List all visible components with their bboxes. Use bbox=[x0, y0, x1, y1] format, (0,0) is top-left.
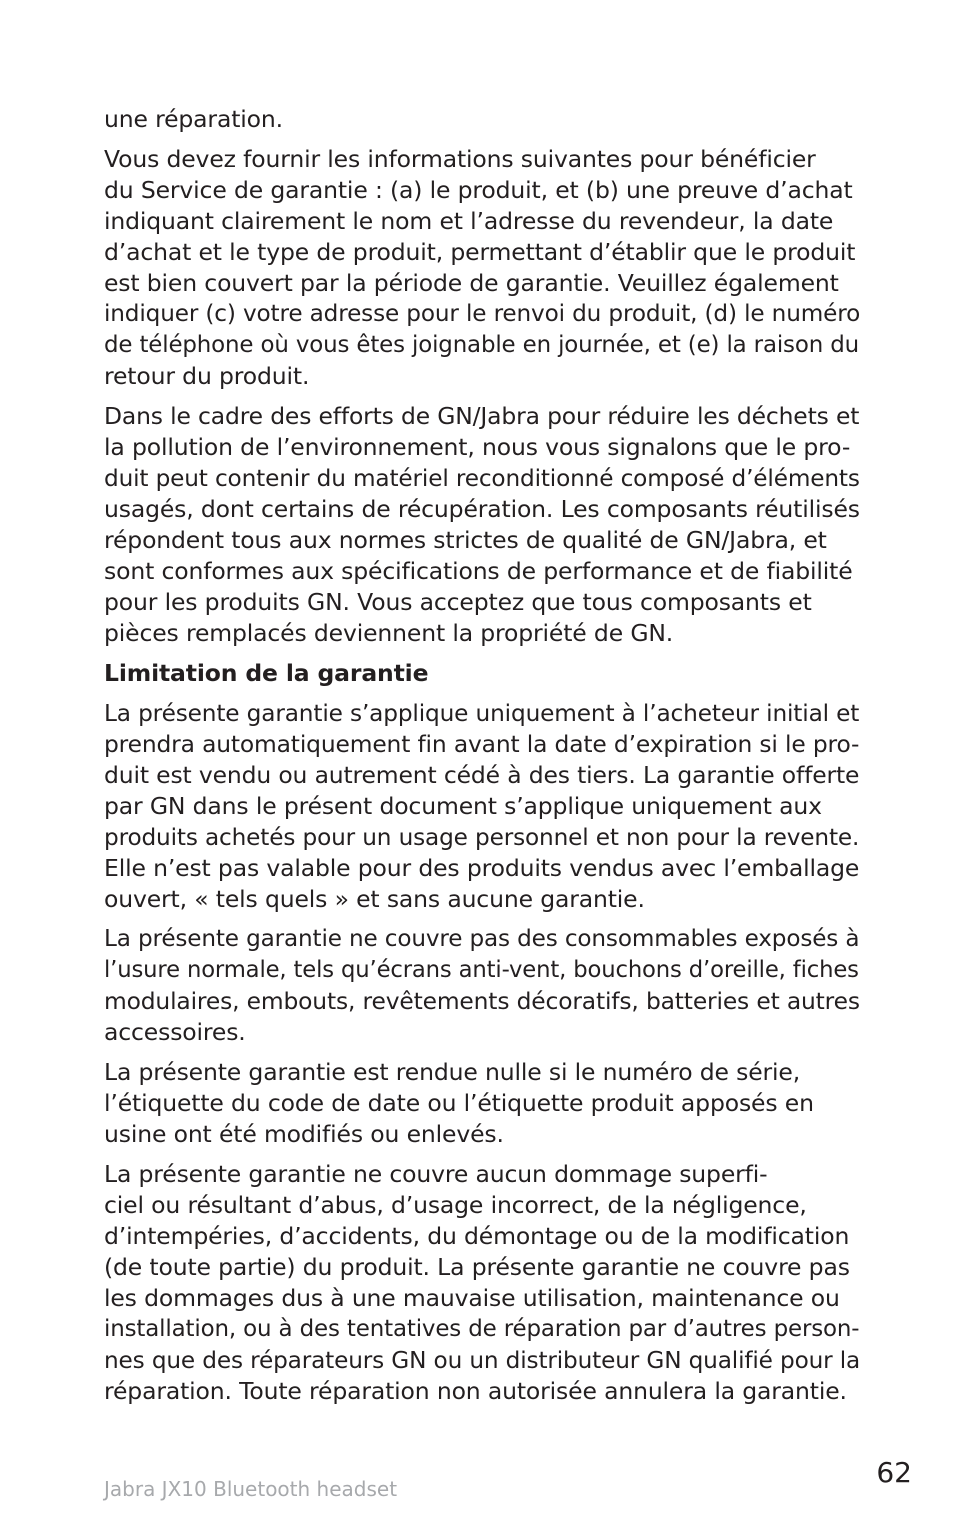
paragraph-line: du Service de garantie : (a) le produit, et (b) une preuve d’achat bbox=[104, 176, 853, 204]
paragraph-line: modulaires, embouts, revêtements décoratifs, batteries et autres bbox=[104, 987, 860, 1015]
footer-product-title: Jabra JX10 Bluetooth headset bbox=[104, 1477, 398, 1501]
paragraph-line: indiquant clairement le nom et l’adresse du revendeur, la date bbox=[104, 207, 834, 235]
paragraph-line: usine ont été modifiés ou enlevés. bbox=[104, 1120, 504, 1148]
paragraph bbox=[104, 698, 860, 915]
section-heading bbox=[104, 658, 860, 689]
paragraph bbox=[104, 1159, 860, 1407]
paragraph-line: nes que des réparateurs GN ou un distributeur GN qualifié pour la bbox=[104, 1347, 861, 1374]
paragraph-line: Vous devez fournir les informations suivantes pour bénéficier bbox=[104, 145, 816, 173]
paragraph-line: ouvert, « tels quels » et sans aucune garantie. bbox=[104, 885, 645, 913]
paragraph-line: réparation. Toute réparation non autorisée annulera la garantie. bbox=[104, 1377, 847, 1405]
paragraph-line: (de toute partie) du produit. La présente garantie ne couvre pas bbox=[104, 1253, 850, 1281]
document-body bbox=[104, 104, 860, 1416]
paragraph-line: accessoires. bbox=[104, 1018, 246, 1046]
paragraph bbox=[104, 1057, 860, 1150]
page-number: 62 bbox=[876, 1456, 912, 1489]
paragraph-line: usagés, dont certains de récupération. Les composants réutilisés bbox=[104, 495, 860, 523]
paragraph-line: ciel ou résultant d’abus, d’usage incorrect, de la négligence, bbox=[104, 1191, 807, 1219]
paragraph-line: La présente garantie ne couvre pas des consommables exposés à bbox=[104, 926, 860, 952]
paragraph-line: Elle n’est pas valable pour des produits vendus avec l’emballage bbox=[104, 854, 860, 882]
paragraph bbox=[104, 144, 860, 392]
heading-text: Limitation de la garantie bbox=[104, 659, 429, 687]
paragraph bbox=[104, 924, 860, 1048]
paragraph bbox=[104, 104, 860, 135]
paragraph-line: produits achetés pour un usage personnel et non pour la revente. bbox=[104, 824, 860, 851]
paragraph-line: la pollution de l’environnement, nous vous signalons que le pro- bbox=[104, 433, 851, 461]
paragraph-line: Dans le cadre des efforts de GN/Jabra pour réduire les déchets et bbox=[104, 402, 860, 430]
paragraph-line: d’intempéries, d’accidents, du démontage ou de la modification bbox=[104, 1222, 850, 1250]
paragraph-line: par GN dans le présent document s’applique uniquement aux bbox=[104, 792, 822, 820]
paragraph-line: l’usure normale, tels qu’écrans anti-vent, bouchons d’oreille, fiches bbox=[104, 957, 859, 983]
paragraph-line: indiquer (c) votre adresse pour le renvoi du produit, (d) le numéro bbox=[104, 301, 861, 327]
paragraph-line: duit peut contenir du matériel reconditionné composé d’éléments bbox=[104, 465, 860, 492]
paragraph-line: duit est vendu ou autrement cédé à des tiers. La garantie offerte bbox=[104, 761, 860, 789]
paragraph-line: les dommages dus à une mauvaise utilisation, maintenance ou bbox=[104, 1284, 840, 1312]
paragraph-line: une réparation. bbox=[104, 105, 283, 133]
paragraph-line: l’étiquette du code de date ou l’étiquette produit apposés en bbox=[104, 1089, 814, 1117]
paragraph bbox=[104, 401, 860, 649]
paragraph-line: prendra automatiquement fin avant la date d’expiration si le pro- bbox=[104, 730, 860, 758]
paragraph-line: est bien couvert par la période de garantie. Veuillez également bbox=[104, 269, 839, 297]
paragraph-line: pièces remplacés deviennent la propriété de GN. bbox=[104, 619, 674, 647]
paragraph-line: installation, ou à des tentatives de réparation par d’autres person- bbox=[104, 1316, 860, 1342]
paragraph-line: La présente garantie s’applique uniquement à l’acheteur initial et bbox=[104, 700, 860, 727]
paragraph-line: retour du produit. bbox=[104, 362, 310, 390]
paragraph-line: répondent tous aux normes strictes de qualité de GN/Jabra, et bbox=[104, 526, 827, 554]
paragraph-line: d’achat et le type de produit, permettant d’établir que le produit bbox=[104, 238, 856, 266]
paragraph-line: sont conformes aux spécifications de performance et de fiabilité bbox=[104, 557, 853, 585]
paragraph-line: de téléphone où vous êtes joignable en journée, et (e) la raison du bbox=[104, 332, 859, 358]
paragraph-line: pour les produits GN. Vous acceptez que tous composants et bbox=[104, 588, 812, 616]
paragraph-line: La présente garantie est rendue nulle si le numéro de série, bbox=[104, 1058, 801, 1086]
paragraph-line: La présente garantie ne couvre aucun dommage superfi- bbox=[104, 1160, 768, 1188]
